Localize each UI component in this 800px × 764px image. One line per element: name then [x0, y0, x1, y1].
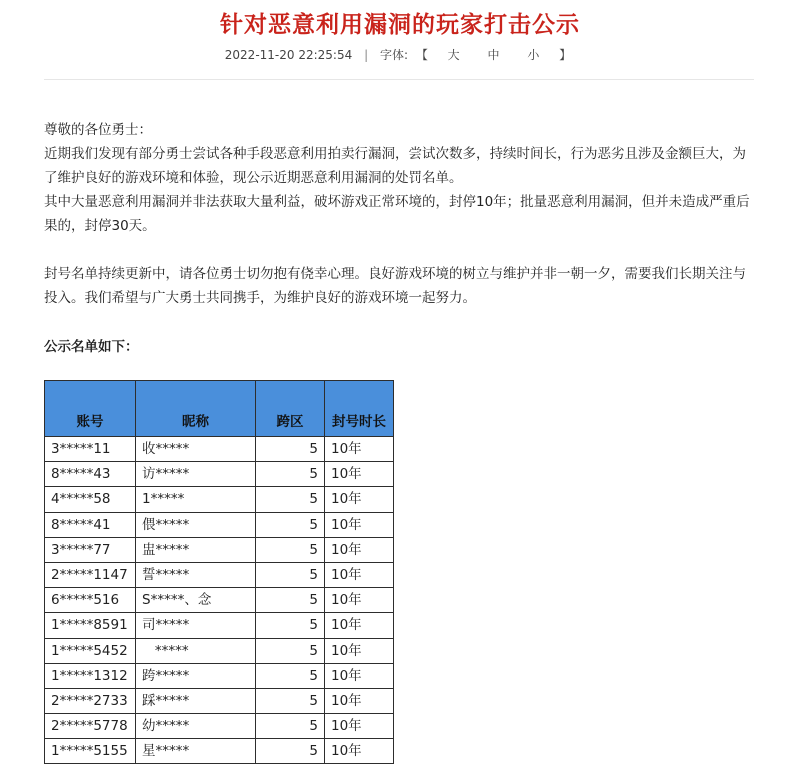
cell-account: 1*****5452 — [45, 638, 136, 663]
cell-zone: 5 — [256, 512, 325, 537]
cell-ban-duration: 10年 — [325, 663, 394, 688]
cell-nickname: 访***** — [136, 462, 256, 487]
cell-ban-duration: 10年 — [325, 638, 394, 663]
table-row — [45, 537, 394, 562]
cell-zone: 5 — [256, 638, 325, 663]
cell-ban-duration: 10年 — [325, 739, 394, 764]
table-row — [45, 512, 394, 537]
cell-nickname: 司***** — [136, 613, 256, 638]
cell-account: 2*****5778 — [45, 714, 136, 739]
cell-ban-duration: 10年 — [325, 714, 394, 739]
cell-nickname: 收***** — [136, 437, 256, 462]
font-small-link[interactable]: 小 — [527, 48, 540, 62]
bracket-close: 】 — [559, 48, 572, 62]
cell-zone: 5 — [256, 688, 325, 713]
cell-nickname: ***** — [136, 638, 256, 663]
table-row — [45, 739, 394, 764]
cell-ban-duration: 10年 — [325, 562, 394, 587]
cell-account: 3*****77 — [45, 537, 136, 562]
cell-zone: 5 — [256, 487, 325, 512]
ban-list-table — [44, 380, 394, 764]
cell-nickname: 踩***** — [136, 688, 256, 713]
cell-account: 8*****43 — [45, 462, 136, 487]
cell-nickname: 盅***** — [136, 537, 256, 562]
paragraph-1: 近期我们发现有部分勇士尝试各种手段恶意利用拍卖行漏洞，尝试次数多，持续时间长，行为恶劣且涉及金额巨大，为了维护良好的游戏环境和体验，现公示近期恶意利用漏洞的处罚名单。 — [44, 146, 746, 186]
cell-zone: 5 — [256, 714, 325, 739]
cell-ban-duration: 10年 — [325, 537, 394, 562]
font-size-label: 字体: — [379, 48, 408, 62]
article-meta — [0, 46, 800, 63]
cell-account: 8*****41 — [45, 512, 136, 537]
cell-account: 1*****5155 — [45, 739, 136, 764]
table-header-row — [45, 381, 394, 437]
table-row — [45, 487, 394, 512]
cell-nickname: 星***** — [136, 739, 256, 764]
cell-account: 2*****1147 — [45, 562, 136, 587]
header-nickname: 昵称 — [136, 381, 256, 437]
table-body — [45, 437, 394, 764]
font-medium-link[interactable]: 中 — [487, 48, 500, 62]
cell-nickname: 偎***** — [136, 512, 256, 537]
cell-nickname: 誓***** — [136, 562, 256, 587]
cell-account: 4*****58 — [45, 487, 136, 512]
table-row — [45, 437, 394, 462]
greeting: 尊敬的各位勇士： — [44, 122, 152, 138]
cell-ban-duration: 10年 — [325, 437, 394, 462]
cell-ban-duration: 10年 — [325, 512, 394, 537]
table-row — [45, 714, 394, 739]
cell-account: 3*****11 — [45, 437, 136, 462]
cell-zone: 5 — [256, 562, 325, 587]
cell-ban-duration: 10年 — [325, 487, 394, 512]
header-ban-duration: 封号时长 — [325, 381, 394, 437]
meta-separator: | — [364, 48, 369, 62]
cell-account: 6*****516 — [45, 588, 136, 613]
title-divider — [44, 79, 754, 80]
list-heading: 公示名单如下： — [44, 339, 139, 355]
publish-timestamp: 2022-11-20 22:25:54 — [224, 48, 353, 62]
header-account: 账号 — [45, 381, 136, 437]
cell-ban-duration: 10年 — [325, 588, 394, 613]
cell-zone: 5 — [256, 663, 325, 688]
cell-ban-duration: 10年 — [325, 688, 394, 713]
cell-account: 1*****1312 — [45, 663, 136, 688]
table-row — [45, 663, 394, 688]
table-row — [45, 562, 394, 587]
table-row — [45, 588, 394, 613]
article-title: 针对恶意利用漏洞的玩家打击公示 — [220, 12, 580, 38]
cell-zone: 5 — [256, 462, 325, 487]
cell-ban-duration: 10年 — [325, 462, 394, 487]
table-row — [45, 688, 394, 713]
paragraph-gap — [44, 238, 756, 262]
font-large-link[interactable]: 大 — [447, 48, 460, 62]
article-body — [44, 118, 756, 310]
table-row — [45, 638, 394, 663]
cell-account: 2*****2733 — [45, 688, 136, 713]
cell-zone: 5 — [256, 739, 325, 764]
cell-nickname: 跨***** — [136, 663, 256, 688]
cell-zone: 5 — [256, 437, 325, 462]
table-row — [45, 613, 394, 638]
paragraph-2: 其中大量恶意利用漏洞并非法获取大量利益，破坏游戏正常环境的，封停10年；批量恶意利用漏洞，但并未造成严重后果的，封停30天。 — [44, 194, 750, 234]
bracket-open: 【 — [415, 48, 428, 62]
cell-zone: 5 — [256, 588, 325, 613]
cell-zone: 5 — [256, 613, 325, 638]
cell-nickname: 1***** — [136, 487, 256, 512]
cell-ban-duration: 10年 — [325, 613, 394, 638]
paragraph-3: 封号名单持续更新中，请各位勇士切勿抱有侥幸心理。良好游戏环境的树立与维护并非一朝一夕，需要我们长期关注与投入。我们希望与广大勇士共同携手，为维护良好的游戏环境一起努力。 — [44, 266, 746, 306]
header-zone: 跨区 — [256, 381, 325, 437]
cell-account: 1*****8591 — [45, 613, 136, 638]
cell-zone: 5 — [256, 537, 325, 562]
cell-nickname: 幼***** — [136, 714, 256, 739]
cell-nickname: S*****、念 — [136, 588, 256, 613]
table-row — [45, 462, 394, 487]
